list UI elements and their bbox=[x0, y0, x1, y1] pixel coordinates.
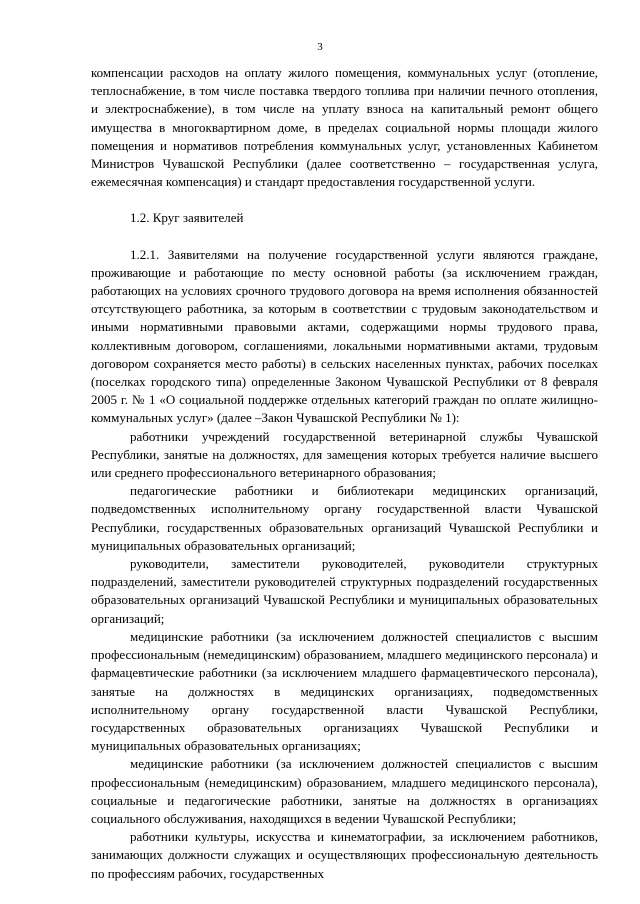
list-item-medical-social: медицинские работники (за исключением должностей специалистов с высшим профессиональным (немедицинским) образованием, младшего медицинского персонала), социальные и педагогические работники, занятые на должностях в организациях социального обслуживания, находящихся в ведении Чувашской Республики; bbox=[91, 756, 598, 826]
intro-paragraph: компенсации расходов на оплату жилого помещения, коммунальных услуг (отопление, теплоснабжение, в том числе поставка твердого топлива при наличии печного отопления, и электроснабжение), в том числе на уплату взноса на капитальный ремонт общего имущества в многоквартирном доме, в пределах социальной нормы площади жилого помещения и нормативов потребления коммунальных услуг, установленных Кабинетом Министров Чувашской Республики (далее соответственно – государственная услуга, ежемесячная компенсация) и стандарт предоставления государственной услуги. bbox=[91, 65, 598, 190]
list-item-managers: руководители, заместители руководителей, руководители структурных подразделений, заместители руководителей структурных подразделений государственных образовательных организаций Чувашской Республики и муниципальных образовательных организаций; bbox=[91, 556, 598, 626]
page-number: 3 bbox=[317, 41, 323, 53]
list-item-medical: медицинские работники (за исключением должностей специалистов с высшим профессиональным (немедицинским) образованием, младшего медицинского персонала) и фармацевтические работники (за исключением младшего фармацевтического персонала), занятые на должностях в медицинских организациях, подведомственных исполнительному органу государственной власти Чувашской Республики, государственных образовательных организациях Чувашской Республики и муниципальных образовательных организациях; bbox=[91, 628, 598, 754]
list-item-pedagogical: педагогические работники и библиотекари медицинских организаций, подведомственных исполнительному органу государственной власти Чувашской Республики, государственных образовательных организаций Чувашской Республики и муниципальных образовательных организаций; bbox=[91, 483, 598, 553]
list-item-veterinary: работники учреждений государственной ветеринарной службы Чувашской Республики, занятые на должностях, для замещения которых требуется наличие высшего или среднего профессионального ветеринарного образования; bbox=[91, 428, 598, 481]
document-body bbox=[91, 64, 598, 883]
list-item-culture: работники культуры, искусства и кинематографии, за исключением работников, занимающих должности служащих и осуществляющих профессиональную деятельность по профессиям рабочих, государственных bbox=[91, 829, 598, 881]
section-heading: 1.2. Круг заявителей bbox=[130, 210, 244, 226]
paragraph-applicants: 1.2.1. Заявителями на получение государственной услуги являются граждане, проживающие и работающие по месту основной работы (за исключением граждан, работающих на условиях срочного трудового договора на время исполнения обязанностей отсутствующего работника, за которым в соответствии с трудовым законодательством и иными нормативными правовыми актами, содержащими нормы трудового права, коллективным договором, соглашениями, локальными нормативными актами, трудовым договором сохраняется место работы) в сельских населенных пунктах, рабочих поселках (поселках городского типа) определенные Законом Чувашской Республики от 8 февраля 2005 г. № 1 «О социальной поддержке отдельных категорий граждан по оплате жилищно-коммунальных услуг» (далее –Закон Чувашской Республики № 1): bbox=[91, 246, 598, 426]
